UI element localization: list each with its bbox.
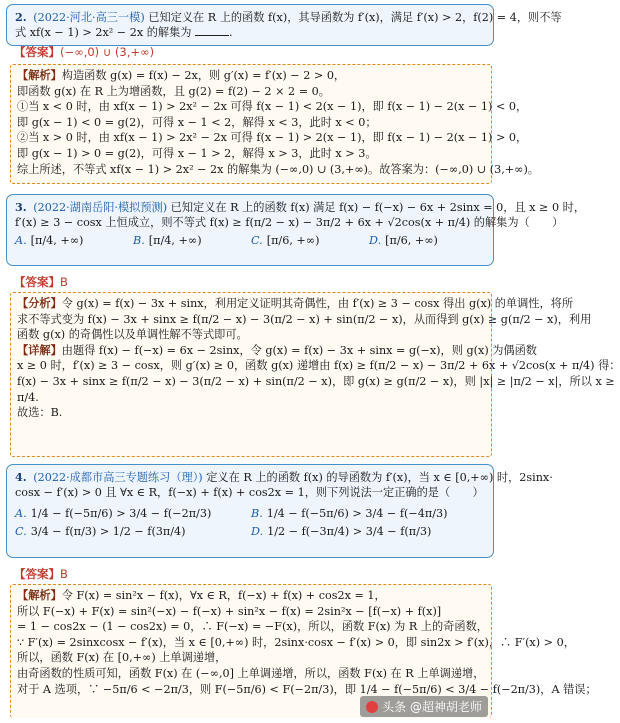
option-d[interactable]: D. [π/6, +∞)	[369, 234, 438, 247]
analysis-line: f(x) − 3x + sinx ≥ f(π/2 − x) − 3(π/2 − x) + sin(π/2 − x)，即 g(x) ≥ g(π/2 − x)，则 |x| ≥ |π/2 − x|，所以 x ≥	[17, 374, 615, 388]
watermark	[360, 696, 488, 717]
analysis-line: ∵ F′(x) = 2sinxcosx − f′(x)，当 x ∈ [0,+∞) 时，2sinx·cosx − f′(x) > 0，即 sin2x > f′(x)，∴ F′(x) > 0，	[17, 635, 575, 649]
options-row	[15, 233, 487, 248]
question-2-stem-line-2: 式 xf(x − 1) > 2x² − 2x 的解集为 .	[15, 26, 233, 39]
analysis-line: 即 g(x − 1) < 0 = g(2)，可得 x − 1 < 2，解得 x < 3，此时 x < 0；	[17, 115, 377, 129]
analysis-line: 综上所述，不等式 xf(x − 1) > 2x² − 2x 的解集为 (−∞,0) ∪ (3,+∞)。故答案为：(−∞,0) ∪ (3,+∞)。	[17, 162, 539, 176]
answer-blank	[195, 25, 229, 36]
answer-label: 【答案】	[14, 45, 60, 59]
question-source: (2022·成都市高三专题练习（理）)	[33, 471, 203, 484]
answer-label: 【答案】	[14, 567, 60, 581]
q4-answer	[14, 566, 68, 582]
question-stem: 定义在 R 上的函数 f(x) 的导函数为 f′(x)，当 x ∈ [0,+∞) 时，2sinx·	[206, 471, 553, 484]
analysis-line: ①当 x < 0 时，由 xf(x − 1) > 2x² − 2x 可得 f(x − 1) < 2(x − 1)，即 f(x − 1) − 2(x − 1) < 0，	[17, 100, 528, 114]
analysis-line: 故选：B.	[17, 406, 63, 420]
q2-answer	[14, 44, 154, 60]
analysis-line: 【详解】由题得 f(x) − f(−x) = 6x − 2sinx，令 g(x) = f(x) − 3x + sinx = g(−x)，则 g(x) 为偶函数	[17, 342, 537, 357]
option-c[interactable]: C. 3/4 − f(π/3) > 1/2 − f(3π/4)	[15, 525, 186, 538]
question-4-box	[6, 464, 553, 558]
options-grid	[15, 503, 487, 539]
option-b[interactable]: B. [π/4, +∞)	[133, 234, 202, 247]
question-stem: 已知定义在 R 上的函数 f(x)，其导函数为 f′(x)，满足 f′(x) > 2，f(2) = 4，则不等	[148, 11, 562, 24]
q2-analysis-box	[10, 64, 539, 184]
analysis-line: 函数 g(x) 的奇偶性以及单调性解不等式即可。	[17, 328, 248, 342]
question-2-stem-line-1	[15, 10, 562, 25]
question-number: 2.	[15, 10, 27, 24]
analysis-tag: 【解析】	[17, 68, 62, 82]
analysis-line: ②当 x > 0 时，由 xf(x − 1) > 2x² − 2x 可得 f(x − 1) > 2(x − 1)，即 f(x − 1) − 2(x − 1) > 0，	[17, 131, 528, 145]
option-a[interactable]: A. [π/4, +∞)	[15, 234, 84, 247]
option-b[interactable]: B. 1/4 − f(−5π/6) > 3/4 − f(−4π/3)	[251, 507, 448, 520]
question-3-stem-line-1	[15, 200, 586, 215]
question-number: 4.	[15, 470, 27, 484]
analysis-line: 所以，函数 F(x) 在 [0,+∞) 上单调递增，	[17, 651, 227, 665]
option-c[interactable]: C. [π/6, +∞)	[251, 234, 320, 247]
analysis-line: 即函数 g(x) 在 R 上为增函数，且 g(2) = f(2) − 2 × 2 = 0。	[17, 84, 330, 98]
question-stem: 已知定义在 R 上的函数 f(x) 满足 f(x) − f(−x) − 6x + 2sinx = 0，且 x ≥ 0 时，	[170, 201, 586, 214]
question-stem: 式 xf(x − 1) > 2x² − 2x 的解集为	[15, 26, 192, 39]
analysis-tag: 【解析】	[17, 588, 62, 602]
question-3-stem-line-2: f′(x) ≥ 3 − cosx 上恒成立，则不等式 f(x) ≥ f(π/2 − x) − 3π/2 + 6x + √2cos(x + π/4) 的解集为（ ）	[15, 216, 564, 229]
analysis-line: 对于 A 选项，∵ −5π/6 < −2π/3，则 F(−5π/6) < F(−2π/3)，即 1/4 − f(−5π/6) < 3/4 − f(−2π/3)，A 错误；	[17, 682, 597, 696]
question-4-stem-line-1	[15, 470, 553, 485]
answer-label: 【答案】	[14, 275, 60, 289]
toutiao-logo-icon	[366, 701, 378, 713]
question-2-box	[6, 4, 562, 46]
analysis-line: 求不等式变为 f(x) − 3x + sinx ≥ f(π/2 − x) − 3(π/2 − x) + sin(π/2 − x)，从而得到 g(x) ≥ g(π/2 − x)，利用	[17, 312, 592, 326]
analysis-line: 【分析】令 g(x) = f(x) − 3x + sinx，利用定义证明其奇偶性，由 f′(x) ≥ 3 − cosx 得出 g(x) 的单调性，将所	[17, 296, 574, 310]
question-source: (2022·河北·高三一模)	[33, 11, 145, 24]
analysis-line: 【解析】令 F(x) = sin²x − f(x)，∀x ∈ R，f(−x) + f(x) + cos2x = 1，	[17, 588, 386, 602]
analysis-line: = 1 − cos2x − (1 − cos2x) = 0，∴ F(−x) = −F(x)，所以，函数 F(x) 为 R 上的奇函数，	[17, 620, 488, 634]
analysis-line: 【解析】构造函数 g(x) = f(x) − 2x，则 g′(x) = f′(x) − 2 > 0，	[17, 68, 346, 82]
q3-answer	[14, 274, 68, 290]
analysis-line: 由奇函数的性质可知，函数 F(x) 在 (−∞,0] 上单调递增，所以，函数 F(x) 在 R 上单调递增，	[17, 666, 485, 680]
answer-value: (−∞,0) ∪ (3,+∞)	[60, 45, 155, 59]
analysis-line: x ≥ 0 时，f′(x) ≥ 3 − cosx，则 g′(x) ≥ 0，函数 g(x) 递增由 f(x) ≥ f(π/2 − x) − 3π/2 + 6x + √2cos(x + π/4) 得：	[17, 359, 620, 373]
question-4-stem-line-2: cosx − f′(x) > 0 且 ∀x ∈ R，f(−x) + f(x) + cos2x = 1，则下列说法一定正确的是（ ）	[15, 486, 484, 499]
fenxi-tag: 【分析】	[17, 296, 62, 310]
watermark-text: 头条 @超神胡老师	[382, 700, 482, 714]
analysis-line: 所以 F(−x) + F(x) = sin²(−x) − f(−x) + sin²x − f(x) = 2sin²x − [f(−x) + f(x)]	[17, 604, 442, 618]
question-number: 3.	[15, 200, 27, 214]
question-source: (2022·湖南岳阳·模拟预测)	[33, 201, 168, 214]
question-3-box	[6, 194, 586, 266]
option-d[interactable]: D. 1/2 − f(−3π/4) > 3/4 − f(π/3)	[251, 525, 432, 538]
analysis-line: π/4.	[17, 390, 39, 404]
xiangjie-tag: 【详解】	[17, 342, 62, 357]
option-a[interactable]: A. 1/4 − f(−5π/6) > 3/4 − f(−2π/3)	[15, 507, 212, 520]
answer-value: B	[60, 567, 68, 581]
analysis-line: 即 g(x − 1) > 0 = g(2)，可得 x − 1 > 2，解得 x > 3，此时 x > 3。	[17, 146, 377, 160]
q3-analysis-box	[10, 292, 620, 457]
answer-value: B	[60, 275, 68, 289]
